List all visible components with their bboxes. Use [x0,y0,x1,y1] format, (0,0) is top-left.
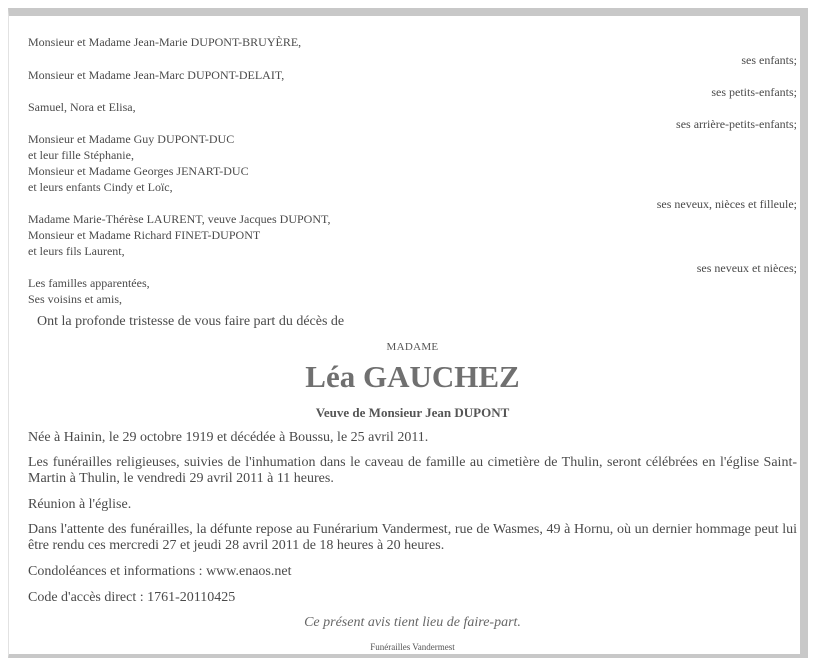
relation-label: ses arrière-petits-enfants; [676,117,797,131]
family-line: Monsieur et Madame Guy DUPONT-DUC [28,132,235,146]
family-line: Monsieur et Madame Jean-Marie DUPONT-BRUYÈRE, [28,35,302,49]
family-line: Monsieur et Madame Georges JENART-DUC [28,164,249,178]
access-code-text: Code d'accès direct : 1761-20110425 [28,590,236,605]
family-line: Samuel, Nora et Elisa, [28,100,136,114]
funeral-text: Les funérailles religieuses, suivies de l'inhumation dans le caveau de famille au cimetière de Thulin, seront célébrées en l'église Saint-Martin à Thulin, le vendredi 29 avril 2011 à 11 heures. [28,455,797,486]
family-line: et leur fille Stéphanie, [28,148,134,162]
deceased-title: MADAME [386,341,439,353]
deceased-status: Veuve de Monsieur Jean DUPONT [315,405,510,420]
condolences-text: Condoléances et informations : www.enaos.net [28,564,292,579]
viewing-text: Dans l'attente des funérailles, la défunte repose au Funérarium Vandermest, rue de Wasmes, 49 à Hornu, où un dernier hommage peut lui être rendu ces mercredi 27 et jeudi 28 avril 2011 de 18 heures à 20 heures. [28,522,797,553]
obituary-card [8,8,808,658]
family-line: et leurs fils Laurent, [28,244,125,258]
relation-label: ses petits-enfants; [711,85,797,99]
relation-label: ses enfants; [741,53,797,67]
birth-death-text: Née à Hainin, le 29 octobre 1919 et décédée à Boussu, le 25 avril 2011. [28,430,429,445]
family-line: et leurs enfants Cindy et Loïc, [28,180,173,194]
family-line: Les familles apparentées, [28,276,150,290]
family-line: Ses voisins et amis, [28,292,123,306]
family-line: Madame Marie-Thérèse LAURENT, veuve Jacques DUPONT, [28,212,331,226]
family-line: Monsieur et Madame Richard FINET-DUPONT [28,228,261,242]
funeral-home-footer: Funérailles Vandermest [370,642,455,652]
deceased-name: Léa GAUCHEZ [305,359,520,394]
notice-text: Ce présent avis tient lieu de faire-part. [304,615,521,630]
relation-label: ses neveux, nièces et filleule; [656,197,797,211]
reunion-text: Réunion à l'église. [28,497,132,512]
intro-text: Ont la profonde tristesse de vous faire part du décès de [37,314,345,329]
relation-label: ses neveux et nièces; [696,261,797,275]
family-line: Monsieur et Madame Jean-Marc DUPONT-DELAIT, [28,68,285,82]
